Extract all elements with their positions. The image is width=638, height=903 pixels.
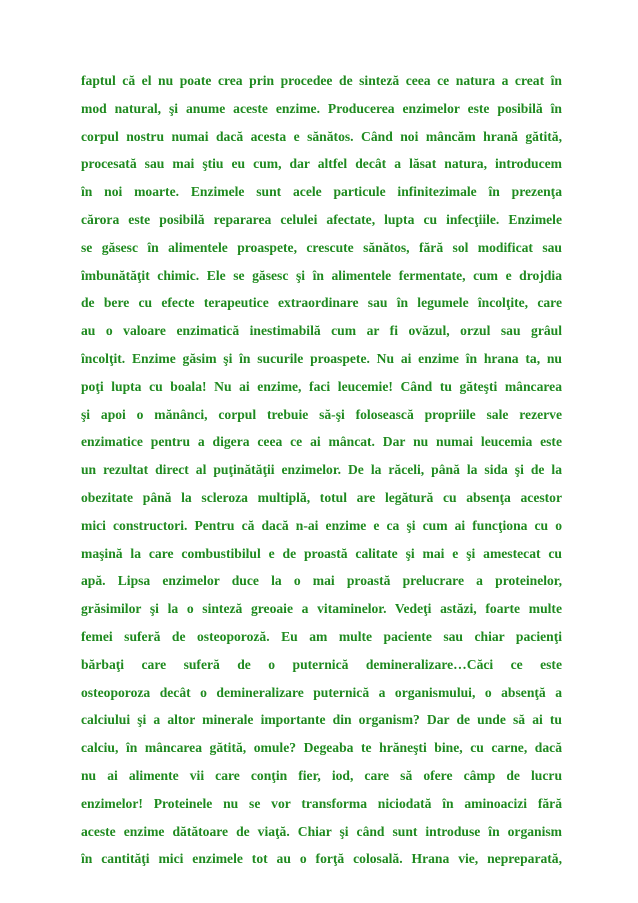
text-line: poţi lupta cu boala! Nu ai enzime, faci leucemie! Când tu găteşti mâncarea: [81, 378, 562, 394]
text-line: procesată sau mai ştiu eu cum, dar altfel decât a lăsat natura, introducem: [81, 156, 562, 172]
text-line: îmbunătăţit chimic. Ele se găsesc şi în alimentele fermentate, cum e drojdia: [81, 267, 562, 283]
text-line: faptul că el nu poate crea prin procedee de sinteză ceea ce natura a creat în: [81, 73, 562, 88]
text-line: grăsimilor şi la o sinteză greoaie a vitaminelor. Vedeţi astăzi, foarte multe: [81, 601, 562, 617]
text-line: apă. Lipsa enzimelor duce la o mai proastă prelucrare a proteinelor,: [81, 573, 562, 589]
text-line: de bere cu efecte terapeutice extraordinare sau în legumele încolţite, care: [81, 295, 562, 311]
document-page: [81, 67, 562, 873]
text-line: în cantităţi mici enzimele tot au o forţă colosală. Hrana vie, nepreparată,: [81, 851, 562, 867]
text-line: şi apoi o mănânci, corpul trebuie să-şi folosească propriile sale rezerve: [81, 406, 562, 422]
text-line: femei suferă de osteoporoză. Eu am multe paciente sau chiar pacienţi: [81, 628, 562, 644]
text-line: calciu, în mâncarea gătită, omule? Degeaba te hrăneşti bine, cu carne, dacă: [81, 740, 562, 756]
text-line: bărbaţi care suferă de o puternică demineralizare…Căci ce este: [81, 656, 562, 672]
text-line: nu ai alimente vii care conţin fier, iod, care să ofere câmp de lucru: [81, 767, 562, 783]
text-line: în noi moarte. Enzimele sunt acele particule infinitezimale în prezenţa: [81, 184, 562, 200]
text-line: mici constructori. Pentru că dacă n-ai enzime e ca şi cum ai funcţiona cu o: [81, 517, 562, 533]
text-line: osteoporoza decât o demineralizare puternică a organismului, o absenţă a: [81, 684, 562, 700]
text-line: au o valoare enzimatică inestimabilă cum ar fi ovăzul, orzul sau grâul: [81, 323, 562, 339]
text-line: calciului şi a altor minerale importante din organism? Dar de unde să ai tu: [81, 712, 562, 728]
text-line: aceste enzime dătătoare de viaţă. Chiar şi când sunt introduse în organism: [81, 823, 562, 839]
text-line: enzimelor! Proteinele nu se vor transforma niciodată în aminoacizi fără: [81, 795, 562, 811]
text-line: un rezultat direct al puţinătăţii enzimelor. De la răceli, până la sida şi de la: [81, 462, 562, 478]
text-line: cărora este posibilă repararea celulei afectate, lupta cu infecţiile. Enzimele: [81, 211, 562, 227]
text-line: obezitate până la scleroza multiplă, totul are legătură cu absenţa acestor: [81, 489, 562, 505]
text-line: se găsesc în alimentele proaspete, crescute sănătos, fără sol modificat sau: [81, 239, 562, 255]
text-line: maşină la care combustibilul e de proastă calitate şi mai e şi amestecat cu: [81, 545, 562, 561]
text-line: corpul nostru numai dacă acesta e sănătos. Când noi mâncăm hrană gătită,: [81, 128, 562, 144]
text-line: mod natural, şi anume aceste enzime. Producerea enzimelor este posibilă în: [81, 100, 562, 116]
text-line: enzimatice pentru a digera ceea ce ai mâncat. Dar nu numai leucemia este: [81, 434, 562, 450]
text-line: încolţit. Enzime găsim şi în sucurile proaspete. Nu ai enzime în hrana ta, nu: [81, 350, 562, 366]
